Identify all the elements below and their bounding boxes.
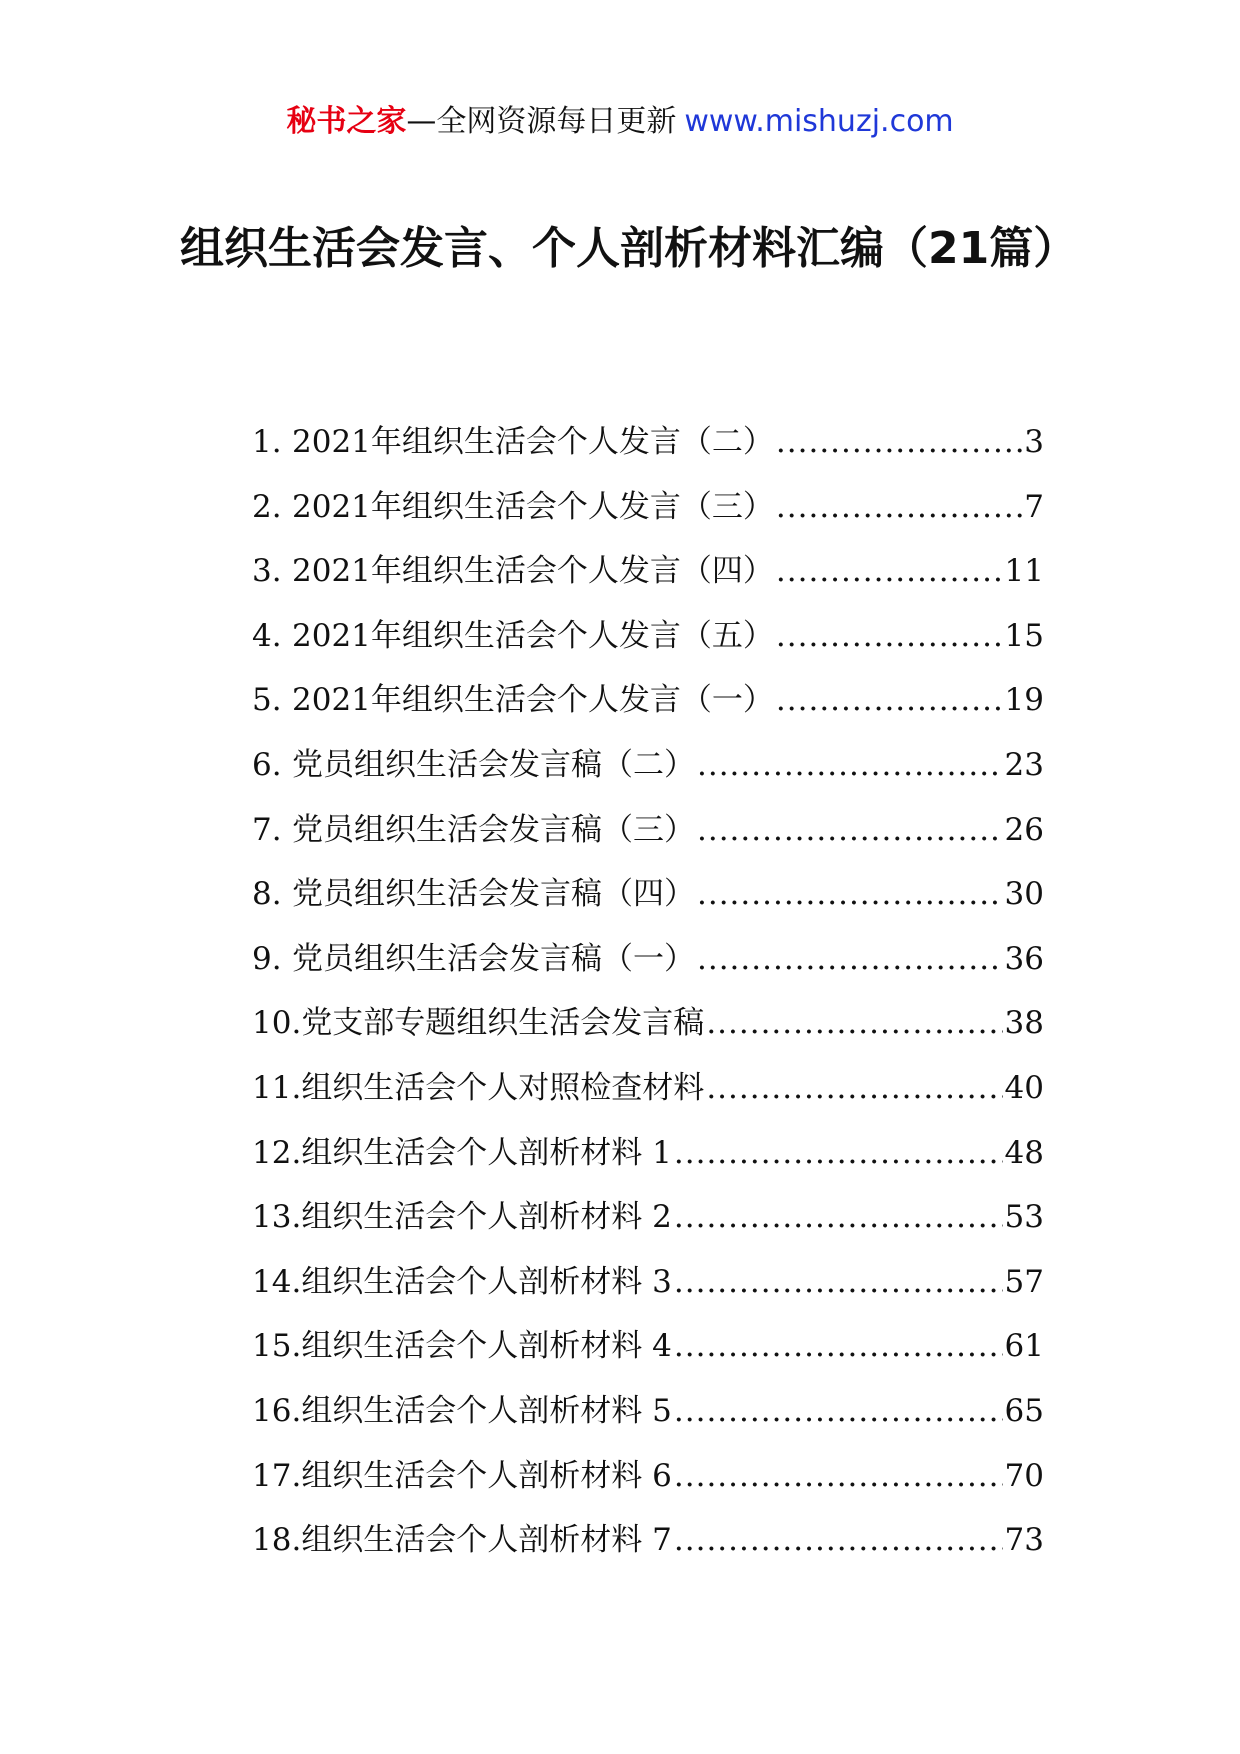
toc-dot-leader (776, 678, 1003, 722)
toc-entry-title: 党员组织生活会发言稿（二） (292, 746, 695, 783)
toc-entry-title: 组织生活会个人剖析材料 5 (301, 1392, 672, 1429)
toc-dot-leader (706, 1066, 1002, 1110)
toc-entry-title: 2021年组织生活会个人发言（三） (292, 488, 774, 525)
toc-entry-number: 14. (252, 1263, 302, 1300)
site-header (0, 100, 1240, 144)
toc-entry-title: 党员组织生活会发言稿（四） (292, 876, 695, 913)
toc-dot-leader (776, 485, 1022, 529)
toc-entry-number: 9. (252, 940, 282, 977)
toc-entry-page: 70 (1004, 1457, 1044, 1494)
toc-entry-page: 30 (1004, 876, 1044, 913)
toc-entry-title: 组织生活会个人剖析材料 4 (301, 1328, 672, 1365)
document-title: 组织生活会发言、个人剖析材料汇编（21篇） (180, 223, 1078, 274)
toc-dot-leader (697, 872, 1003, 916)
toc-entry-title: 党员组织生活会发言稿（三） (292, 811, 695, 848)
toc-dot-leader (674, 1389, 1003, 1433)
toc-dot-leader (706, 1001, 1002, 1045)
site-link[interactable]: www.mishuzj.com (684, 104, 954, 139)
toc-entry-page: 23 (1004, 746, 1044, 783)
toc-entry[interactable] (252, 1066, 1044, 1131)
toc-dot-leader (697, 937, 1003, 981)
toc-entry[interactable] (252, 549, 1044, 614)
toc-entry-title: 组织生活会个人剖析材料 3 (301, 1263, 672, 1300)
toc-dot-leader (674, 1260, 1003, 1304)
toc-dot-leader (674, 1454, 1003, 1498)
toc-entry-page: 19 (1004, 682, 1044, 719)
toc-entry-title: 2021年组织生活会个人发言（四） (292, 553, 774, 590)
toc-entry-page: 7 (1024, 488, 1044, 525)
toc-entry[interactable] (252, 872, 1044, 937)
toc-entry-number: 12. (252, 1134, 302, 1171)
toc-entry[interactable] (252, 1131, 1044, 1196)
toc-dot-leader (776, 614, 1003, 658)
toc-entry-title: 2021年组织生活会个人发言（五） (292, 617, 774, 654)
toc-entry-number: 5. (252, 682, 282, 719)
toc-entry-page: 53 (1004, 1199, 1044, 1236)
toc-entry-title: 2021年组织生活会个人发言（二） (292, 424, 774, 460)
toc-entry[interactable] (252, 1195, 1044, 1260)
toc-entry-page: 40 (1004, 1069, 1044, 1106)
toc-dot-leader (697, 808, 1003, 852)
toc-entry[interactable] (252, 743, 1044, 808)
toc-entry-number: 6. (252, 746, 282, 783)
brand-name: 秘书之家 (286, 104, 407, 139)
toc-dot-leader (674, 1131, 1003, 1175)
toc-dot-leader (674, 1324, 1003, 1368)
toc-entry-number: 16. (252, 1392, 302, 1429)
toc-entry-number: 11. (252, 1069, 302, 1106)
toc-dot-leader (674, 1195, 1003, 1239)
table-of-contents (252, 420, 1044, 1583)
toc-dot-leader (776, 420, 1022, 464)
toc-entry-number: 10. (252, 1005, 302, 1042)
toc-entry-title: 组织生活会个人对照检查材料 (301, 1069, 705, 1106)
toc-entry-number: 8. (252, 876, 282, 913)
toc-dot-leader (776, 549, 1003, 593)
toc-entry-page: 3 (1024, 424, 1044, 460)
toc-entry[interactable] (252, 420, 1044, 485)
toc-entry-page: 61 (1004, 1328, 1044, 1365)
toc-entry-number: 2. (252, 488, 282, 525)
toc-entry-number: 18. (252, 1522, 302, 1559)
toc-entry[interactable] (252, 1324, 1044, 1389)
toc-entry[interactable] (252, 1001, 1044, 1066)
toc-entry-title: 组织生活会个人剖析材料 6 (301, 1457, 672, 1494)
toc-entry[interactable] (252, 1260, 1044, 1325)
toc-entry-title: 组织生活会个人剖析材料 7 (301, 1522, 672, 1559)
toc-entry-page: 11 (1004, 553, 1044, 590)
toc-entry[interactable] (252, 485, 1044, 550)
toc-entry-number: 7. (252, 811, 282, 848)
toc-entry-number: 1. (252, 424, 282, 460)
toc-entry-number: 15. (252, 1328, 302, 1365)
toc-entry-number: 17. (252, 1457, 302, 1494)
toc-dot-leader (674, 1518, 1003, 1562)
toc-entry[interactable] (252, 1454, 1044, 1519)
toc-entry-page: 65 (1004, 1392, 1044, 1429)
toc-entry[interactable] (252, 1389, 1044, 1454)
toc-entry[interactable] (252, 614, 1044, 679)
toc-entry-number: 3. (252, 553, 282, 590)
toc-entry-page: 48 (1004, 1134, 1044, 1171)
toc-entry-title: 组织生活会个人剖析材料 1 (301, 1134, 672, 1171)
toc-entry-title: 党支部专题组织生活会发言稿 (301, 1005, 705, 1042)
toc-entry[interactable] (252, 808, 1044, 873)
toc-entry-page: 26 (1004, 811, 1044, 848)
toc-entry-number: 4. (252, 617, 282, 654)
toc-entry-page: 36 (1004, 940, 1044, 977)
toc-entry[interactable] (252, 937, 1044, 1002)
toc-entry[interactable] (252, 678, 1044, 743)
toc-dot-leader (697, 743, 1003, 787)
toc-entry-page: 57 (1004, 1263, 1044, 1300)
toc-entry-page: 73 (1004, 1522, 1044, 1559)
header-tagline: —全网资源每日更新 (406, 104, 677, 139)
toc-entry-page: 15 (1004, 617, 1044, 654)
toc-entry-number: 13. (252, 1199, 302, 1236)
toc-entry-title: 组织生活会个人剖析材料 2 (301, 1199, 672, 1236)
toc-entry-title: 党员组织生活会发言稿（一） (292, 940, 695, 977)
toc-entry[interactable] (252, 1518, 1044, 1583)
toc-entry-page: 38 (1004, 1005, 1044, 1042)
toc-entry-title: 2021年组织生活会个人发言（一） (292, 682, 774, 719)
